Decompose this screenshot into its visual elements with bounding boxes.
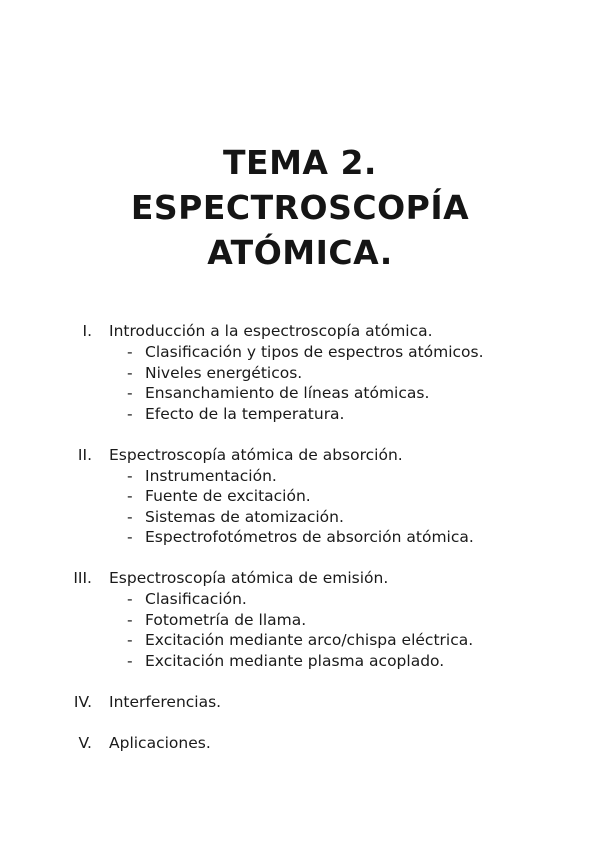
section-numeral: V. (78, 734, 92, 752)
list-item-text: Ensanchamiento de líneas atómicas. (145, 384, 430, 402)
section-numeral: IV. (73, 692, 92, 711)
bullet-dash: - (127, 466, 133, 485)
bullet-dash: - (127, 590, 133, 608)
bullet-dash: - (127, 651, 133, 670)
section-2 (0, 445, 600, 548)
page-title (0, 140, 600, 275)
list-item (0, 507, 600, 528)
list-item (0, 466, 600, 487)
list-item-text: Clasificación. (145, 590, 247, 608)
section-title: Introducción a la espectroscopía atómica. (109, 322, 433, 340)
section-heading (0, 692, 600, 713)
section-1 (0, 321, 600, 424)
list-item (0, 404, 600, 425)
list-item-text: Excitación mediante arco/chispa eléctrica. (145, 631, 474, 649)
section-title: Espectroscopía atómica de absorción. (109, 445, 403, 464)
section-numeral: III. (73, 569, 92, 587)
list-item (0, 527, 600, 548)
list-item (0, 342, 600, 363)
list-item (0, 651, 600, 672)
section-heading (0, 321, 600, 342)
section-4 (0, 692, 600, 713)
list-item-text: Excitación mediante plasma acoplado. (145, 651, 445, 670)
list-item (0, 486, 600, 507)
list-item-text: Fuente de excitación. (145, 487, 311, 505)
bullet-dash: - (127, 487, 133, 505)
title-line-1: TEMA 2. (223, 143, 377, 182)
list-item-text: Niveles energéticos. (145, 363, 303, 382)
list-item-text: Clasificación y tipos de espectros atómicos. (145, 343, 484, 361)
bullet-dash: - (127, 404, 133, 423)
list-item (0, 610, 600, 631)
bullet-dash: - (127, 631, 133, 649)
list-item (0, 589, 600, 610)
list-item (0, 383, 600, 404)
bullet-dash: - (127, 610, 133, 629)
section-5 (0, 733, 600, 754)
section-title: Interferencias. (109, 692, 222, 711)
list-item-text: Instrumentación. (145, 466, 277, 485)
title-line-2: ESPECTROSCOPÍA (130, 188, 470, 227)
bullet-dash: - (127, 507, 133, 526)
table-of-contents (0, 321, 600, 775)
bullet-dash: - (127, 528, 133, 546)
bullet-dash: - (127, 343, 133, 361)
bullet-dash: - (127, 363, 133, 382)
list-item (0, 363, 600, 384)
list-item-text: Efecto de la temperatura. (145, 404, 345, 423)
section-title: Aplicaciones. (109, 734, 211, 752)
section-heading (0, 445, 600, 466)
section-numeral: II. (77, 445, 92, 464)
list-item-text: Espectrofotómetros de absorción atómica. (145, 528, 474, 546)
title-line-3: ATÓMICA. (207, 233, 393, 272)
section-3 (0, 568, 600, 671)
section-heading (0, 568, 600, 589)
list-item-text: Sistemas de atomización. (145, 507, 344, 526)
section-title: Espectroscopía atómica de emisión. (109, 569, 389, 587)
bullet-dash: - (127, 384, 133, 402)
section-numeral: I. (82, 322, 92, 340)
section-heading (0, 733, 600, 754)
list-item-text: Fotometría de llama. (145, 610, 307, 629)
list-item (0, 630, 600, 651)
